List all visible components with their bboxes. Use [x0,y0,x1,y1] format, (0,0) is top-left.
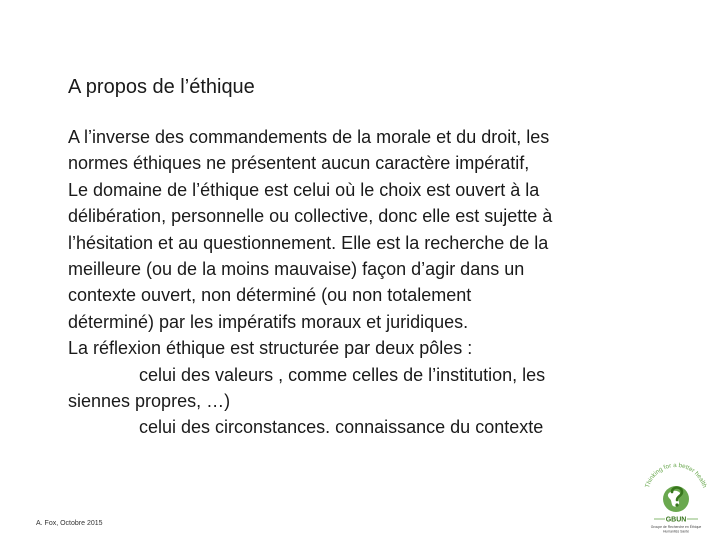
paragraph-line: Le domaine de l’éthique est celui où le choix est ouvert à la [68,179,540,200]
organization-logo [636,455,716,535]
slide-title: A propos de l’éthique [68,76,255,98]
pole-circumstances-line: celui des circonstances. connaissance du contexte [139,417,544,438]
paragraph-line: A l’inverse des commandements de la morale et du droit, les [68,127,550,147]
logo-caption-line-1: Groupe de Recherche en Éthique [650,525,702,529]
paragraph-line: contexte ouvert, non déterminé (ou non totalement [68,285,472,306]
footer-author-date: A. Fox, Octobre 2015 [36,520,103,527]
logo-arc-text: Thinking for a better health [644,461,708,489]
logo-question-dot [675,503,678,506]
logo-acronym: GBUN [665,516,687,524]
paragraph-line: La réflexion éthique est structurée par deux pôles : [68,338,473,359]
paragraph-line: meilleure (ou de la moins mauvaise) façon d’agir dans un [68,259,525,280]
paragraph-line: normes éthiques ne présentent aucun caractère impératif, [68,153,530,174]
body-text [68,124,678,441]
paragraph-line: l’hésitation et au questionnement. Elle est la recherche de la [68,232,549,253]
logo-caption-line-2: Humanités Santé [662,529,690,534]
pole-values-line: celui des valeurs , comme celles de l’institution, les [139,364,546,385]
pole-values-continuation: siennes propres, …) [68,391,231,412]
paragraph-line: délibération, personnelle ou collective, donc elle est sujette à [68,206,553,227]
paragraph-line: déterminé) par les impératifs moraux et juridiques. [68,311,469,332]
